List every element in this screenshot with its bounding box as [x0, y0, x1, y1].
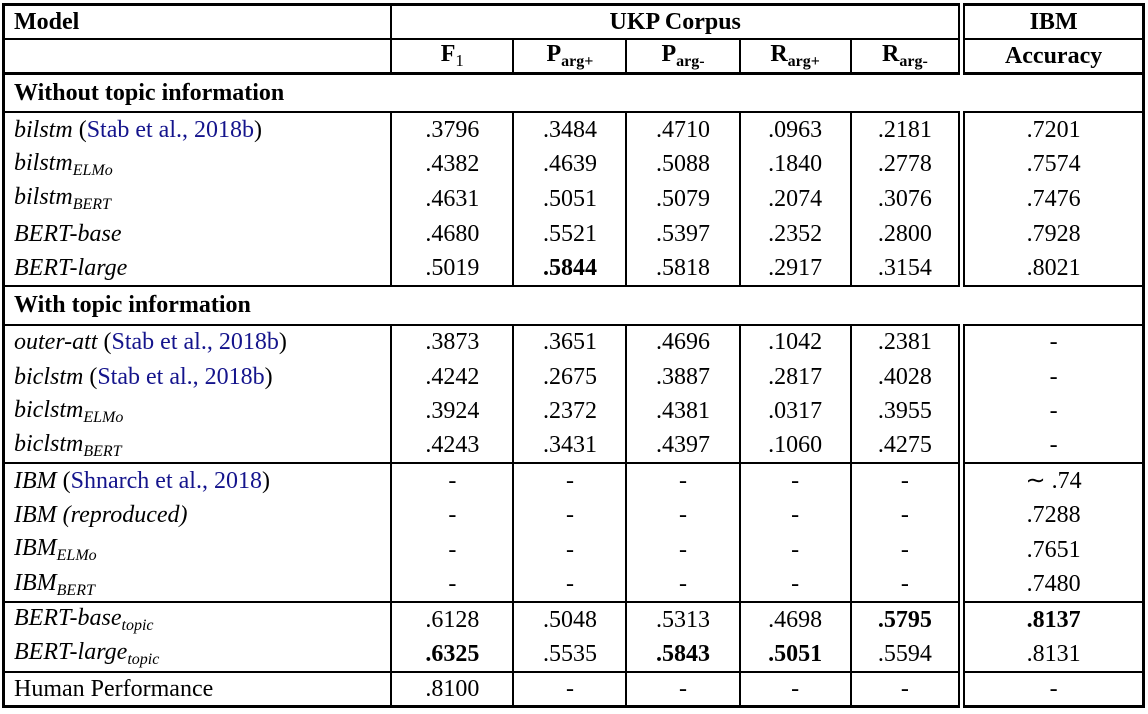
- metric-value: .5088: [626, 147, 739, 182]
- accuracy-value: .7476: [962, 182, 1144, 217]
- metric-value: .5397: [626, 216, 739, 251]
- table-row: [4, 182, 1144, 217]
- accuracy-value: -: [962, 359, 1144, 394]
- metric-value: .4382: [391, 147, 513, 182]
- citation-link[interactable]: Shnarch et al., 2018: [70, 468, 262, 495]
- metric-value: -: [740, 463, 851, 498]
- metric-value: .5843: [626, 637, 739, 672]
- metric-value: -: [513, 672, 626, 707]
- table-row: [4, 429, 1144, 464]
- metric-symbol: R: [882, 40, 900, 67]
- model-cell: [4, 182, 392, 217]
- metric-value: .4242: [391, 359, 513, 394]
- metric-value: .5079: [626, 182, 739, 217]
- metric-value: .4710: [626, 112, 739, 147]
- metric-value: .5594: [851, 637, 962, 672]
- model-variant-subscript: ELMo: [56, 547, 97, 565]
- metric-value: -: [851, 463, 962, 498]
- model-variant-subscript: BERT: [72, 196, 111, 214]
- metric-value: -: [740, 672, 851, 707]
- metric-value: .5844: [513, 251, 626, 286]
- ibm-group-header: IBM: [962, 5, 1144, 39]
- metric-value: -: [513, 533, 626, 568]
- model-name: (: [72, 117, 87, 144]
- model-name: ): [264, 363, 273, 390]
- metric-value: -: [513, 498, 626, 533]
- accuracy-value: -: [962, 429, 1144, 464]
- metric-value: .2800: [851, 216, 962, 251]
- accuracy-value: .8021: [962, 251, 1144, 286]
- model-name: ): [254, 117, 262, 144]
- metric-value: -: [391, 463, 513, 498]
- model-name: (: [56, 468, 71, 495]
- metric-value: .6325: [391, 637, 513, 672]
- metric-subscript: arg+: [561, 52, 594, 70]
- model-name: (: [83, 363, 98, 390]
- accuracy-value: ∼ .74: [962, 463, 1144, 498]
- metric-value: .5019: [391, 251, 513, 286]
- model-name: (: [97, 329, 112, 356]
- model-cell: [4, 533, 392, 568]
- metric-value: .4680: [391, 216, 513, 251]
- accuracy-value: .7651: [962, 533, 1144, 568]
- metric-value: .3873: [391, 325, 513, 360]
- metric-value: .3651: [513, 325, 626, 360]
- metric-value: -: [626, 498, 739, 533]
- metric-value: -: [391, 533, 513, 568]
- model-cell: [4, 325, 392, 360]
- metric-value: -: [740, 498, 851, 533]
- model-cell: [4, 672, 392, 707]
- metric-value: .2372: [513, 394, 626, 429]
- section-header: Without topic information: [4, 74, 1144, 113]
- metric-value: .5051: [513, 182, 626, 217]
- metric-value: .4275: [851, 429, 962, 464]
- metric-symbol: F: [440, 40, 456, 67]
- model-name: biclstm: [14, 363, 84, 390]
- results-table: [2, 3, 1145, 708]
- metric-symbol: P: [661, 40, 677, 67]
- metric-value: .2917: [740, 251, 851, 286]
- metric-value: -: [626, 463, 739, 498]
- metric-value: .4397: [626, 429, 739, 464]
- accuracy-value: .8137: [962, 602, 1144, 637]
- citation-link[interactable]: Stab et al., 2018b: [111, 329, 279, 356]
- table-row: [4, 147, 1144, 182]
- metric-value: .3154: [851, 251, 962, 286]
- metric-value: .4696: [626, 325, 739, 360]
- table-row: [4, 672, 1144, 707]
- metric-value: .4631: [391, 182, 513, 217]
- model-name: IBM (reproduced): [14, 502, 188, 529]
- metric-value: .2675: [513, 359, 626, 394]
- metric-value: .6128: [391, 602, 513, 637]
- metric-value: -: [391, 498, 513, 533]
- model-name: biclstm: [14, 396, 84, 423]
- metric-value: -: [626, 533, 739, 568]
- model-name: bilstm: [14, 184, 73, 211]
- model-variant-subscript: BERT: [83, 442, 122, 460]
- metric-value: -: [851, 533, 962, 568]
- metric-value: .4381: [626, 394, 739, 429]
- metric-value: -: [851, 568, 962, 603]
- section-row: [4, 74, 1144, 113]
- metric-value: .2817: [740, 359, 851, 394]
- accuracy-value: .7928: [962, 216, 1144, 251]
- section-header: With topic information: [4, 286, 1144, 325]
- table-row: [4, 216, 1144, 251]
- model-name: BERT-base: [14, 220, 122, 247]
- model-cell: [4, 602, 392, 637]
- column-header-p-arg-plus: [513, 39, 626, 74]
- model-cell: [4, 359, 392, 394]
- model-cell: [4, 251, 392, 286]
- metric-value: .4243: [391, 429, 513, 464]
- model-cell: [4, 568, 392, 603]
- table-row: [4, 602, 1144, 637]
- metric-value: -: [740, 568, 851, 603]
- metric-value: .3431: [513, 429, 626, 464]
- model-cell: [4, 429, 392, 464]
- metric-subscript: arg+: [787, 52, 820, 70]
- model-cell: [4, 498, 392, 533]
- metric-symbol: P: [546, 40, 562, 67]
- metric-value: .5313: [626, 602, 739, 637]
- metric-value: .3484: [513, 112, 626, 147]
- metric-value: .2381: [851, 325, 962, 360]
- model-name: BERT-base: [14, 605, 122, 632]
- metric-value: -: [626, 672, 739, 707]
- table-row: [4, 394, 1144, 429]
- model-column-header: Model: [4, 5, 392, 39]
- citation-link[interactable]: Stab et al., 2018b: [97, 363, 265, 390]
- column-header-r-arg-plus: [740, 39, 851, 74]
- metric-value: .4028: [851, 359, 962, 394]
- metric-value: -: [391, 568, 513, 603]
- metric-value: .4639: [513, 147, 626, 182]
- metric-value: .0963: [740, 112, 851, 147]
- model-name: IBM: [14, 569, 57, 596]
- model-variant-subscript: topic: [121, 617, 154, 635]
- model-cell: [4, 112, 392, 147]
- accuracy-value: .8131: [962, 637, 1144, 672]
- model-name: bilstm: [14, 117, 73, 144]
- metric-subscript: 1: [455, 50, 464, 70]
- model-name: ): [278, 329, 287, 356]
- metric-value: .3796: [391, 112, 513, 147]
- table-row: [4, 568, 1144, 603]
- metric-value: .3887: [626, 359, 739, 394]
- table-row: [4, 251, 1144, 286]
- metric-value: -: [851, 498, 962, 533]
- model-cell: [4, 463, 392, 498]
- metric-value: -: [626, 568, 739, 603]
- ukp-corpus-group-header: UKP Corpus: [391, 5, 961, 39]
- model-variant-subscript: topic: [127, 650, 160, 668]
- table-header: [4, 5, 1144, 74]
- results-table-body: [4, 74, 1144, 707]
- metric-header-row: [4, 39, 1144, 74]
- metric-value: -: [851, 672, 962, 707]
- metric-value: .1060: [740, 429, 851, 464]
- group-header-row: [4, 5, 1144, 39]
- accuracy-value: .7480: [962, 568, 1144, 603]
- model-cell: [4, 147, 392, 182]
- column-header-r-arg-minus: [851, 39, 962, 74]
- table-row: [4, 637, 1144, 672]
- table-row: [4, 498, 1144, 533]
- model-variant-subscript: ELMo: [83, 408, 124, 426]
- column-header-accuracy: Accuracy: [962, 39, 1144, 74]
- metric-value: -: [513, 568, 626, 603]
- column-header-f1: [391, 39, 513, 74]
- model-cell: [4, 394, 392, 429]
- model-cell: [4, 637, 392, 672]
- model-name: IBM: [14, 535, 57, 562]
- table-row: [4, 359, 1144, 394]
- metric-value: .1840: [740, 147, 851, 182]
- accuracy-value: -: [962, 325, 1144, 360]
- model-name: IBM: [14, 468, 57, 495]
- metric-value: .5051: [740, 637, 851, 672]
- metric-subscript: arg-: [676, 52, 705, 70]
- metric-value: .3924: [391, 394, 513, 429]
- metric-symbol: R: [770, 40, 788, 67]
- model-name: bilstm: [14, 149, 73, 176]
- model-variant-subscript: BERT: [56, 581, 95, 599]
- column-header-p-arg-minus: [626, 39, 739, 74]
- metric-value: .0317: [740, 394, 851, 429]
- section-row: [4, 286, 1144, 325]
- citation-link[interactable]: Stab et al., 2018b: [86, 117, 254, 144]
- metric-value: .5521: [513, 216, 626, 251]
- metric-subscript: arg-: [899, 52, 928, 70]
- accuracy-value: -: [962, 672, 1144, 707]
- metric-value: .2778: [851, 147, 962, 182]
- accuracy-value: .7201: [962, 112, 1144, 147]
- table-row: [4, 325, 1144, 360]
- metric-value: .5535: [513, 637, 626, 672]
- model-variant-subscript: ELMo: [72, 161, 113, 179]
- metric-value: -: [513, 463, 626, 498]
- model-name: BERT-large: [14, 254, 128, 281]
- metric-value: .5048: [513, 602, 626, 637]
- metric-value: -: [740, 533, 851, 568]
- accuracy-value: .7288: [962, 498, 1144, 533]
- model-name: Human Performance: [14, 675, 214, 702]
- accuracy-value: .7574: [962, 147, 1144, 182]
- metric-value: .1042: [740, 325, 851, 360]
- metric-value: .2352: [740, 216, 851, 251]
- metric-value: .3076: [851, 182, 962, 217]
- table-row: [4, 533, 1144, 568]
- metric-value: .5818: [626, 251, 739, 286]
- table-row: [4, 463, 1144, 498]
- metric-value: .2181: [851, 112, 962, 147]
- metric-value: .4698: [740, 602, 851, 637]
- empty-header-cell: [4, 39, 392, 74]
- model-cell: [4, 216, 392, 251]
- metric-value: .2074: [740, 182, 851, 217]
- metric-value: .3955: [851, 394, 962, 429]
- metric-value: .8100: [391, 672, 513, 707]
- accuracy-value: -: [962, 394, 1144, 429]
- model-name: ): [261, 468, 270, 495]
- model-name: BERT-large: [14, 638, 128, 665]
- model-name: biclstm: [14, 430, 84, 457]
- table-row: [4, 112, 1144, 147]
- model-name: outer-att: [14, 329, 98, 356]
- metric-value: .5795: [851, 602, 962, 637]
